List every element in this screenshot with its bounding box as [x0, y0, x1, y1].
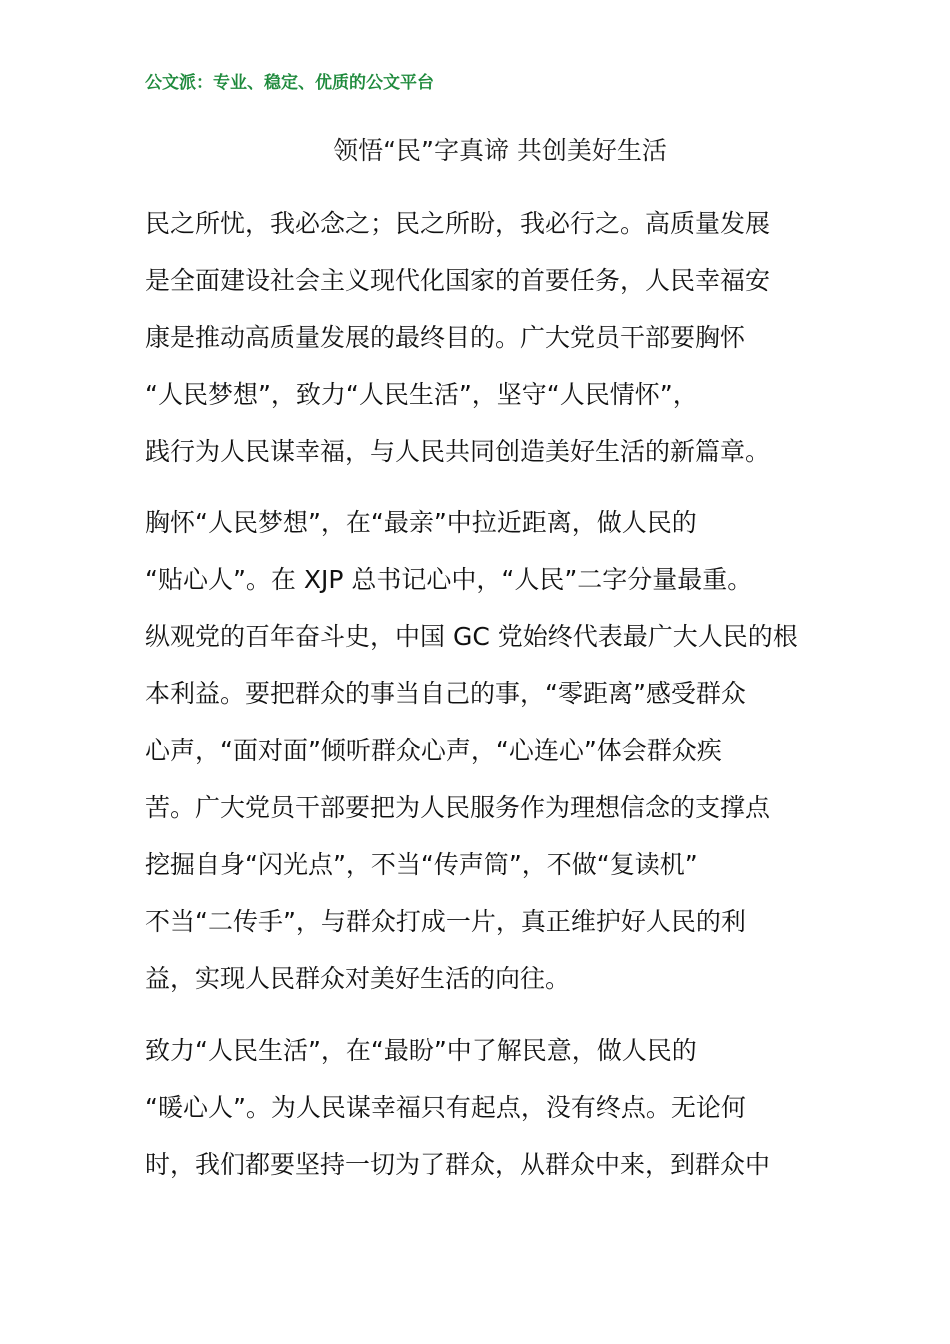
paragraph-line: “人民梦想”，致力“人民生活”，坚守“人民情怀”，	[145, 380, 698, 409]
paragraph-line: 是全面建设社会主义现代化国家的首要任务，人民幸福安	[145, 266, 771, 295]
paragraph-line: 胸怀“人民梦想”，在“最亲”中拉近距离，做人民的	[145, 508, 697, 537]
paragraph-line: 不当“二传手”，与群众打成一片，真正维护好人民的利	[145, 907, 746, 936]
paragraph-line: 苦。广大党员干部要把为人民服务作为理想信念的支撑点	[145, 793, 771, 822]
paragraph-line: 纵观党的百年奋斗史，中国 GC 党始终代表最广大人民的根	[145, 622, 798, 651]
paragraph-line: 康是推动高质量发展的最终目的。广大党员干部要胸怀	[145, 323, 746, 352]
paragraph-line: 民之所忧，我必念之；民之所盼，我必行之。高质量发展	[145, 209, 771, 238]
paragraph-line: 致力“人民生活”，在“最盼”中了解民意，做人民的	[145, 1036, 697, 1065]
paragraph-3	[145, 1022, 810, 1193]
paragraph-1	[145, 195, 810, 480]
page-title: 领悟“民”字真谛 共创美好生活	[333, 136, 667, 165]
paragraph-2	[145, 494, 810, 1007]
paragraph-line: 践行为人民谋幸福，与人民共同创造美好生活的新篇章。	[145, 437, 771, 466]
paragraph-line: 时，我们都要坚持一切为了群众，从群众中来，到群众中	[145, 1150, 771, 1179]
paragraph-line: 本利益。要把群众的事当自己的事，“零距离”感受群众	[145, 679, 746, 708]
paragraph-line: 益，实现人民群众对美好生活的向往。	[145, 964, 571, 993]
paragraph-line: 挖掘自身“闪光点”，不当“传声筒”，不做“复读机”	[145, 850, 698, 879]
paragraph-line: “暖心人”。为人民谋幸福只有起点，没有终点。无论何	[145, 1093, 746, 1122]
paragraph-line: 心声，“面对面”倾听群众心声，“心连心”体会群众疾	[145, 736, 722, 765]
paragraph-line: “贴心人”。在 XJP 总书记心中，“人民”二字分量最重。	[145, 565, 753, 594]
header-note: 公文派：专业、稳定、优质的公文平台	[145, 73, 434, 93]
